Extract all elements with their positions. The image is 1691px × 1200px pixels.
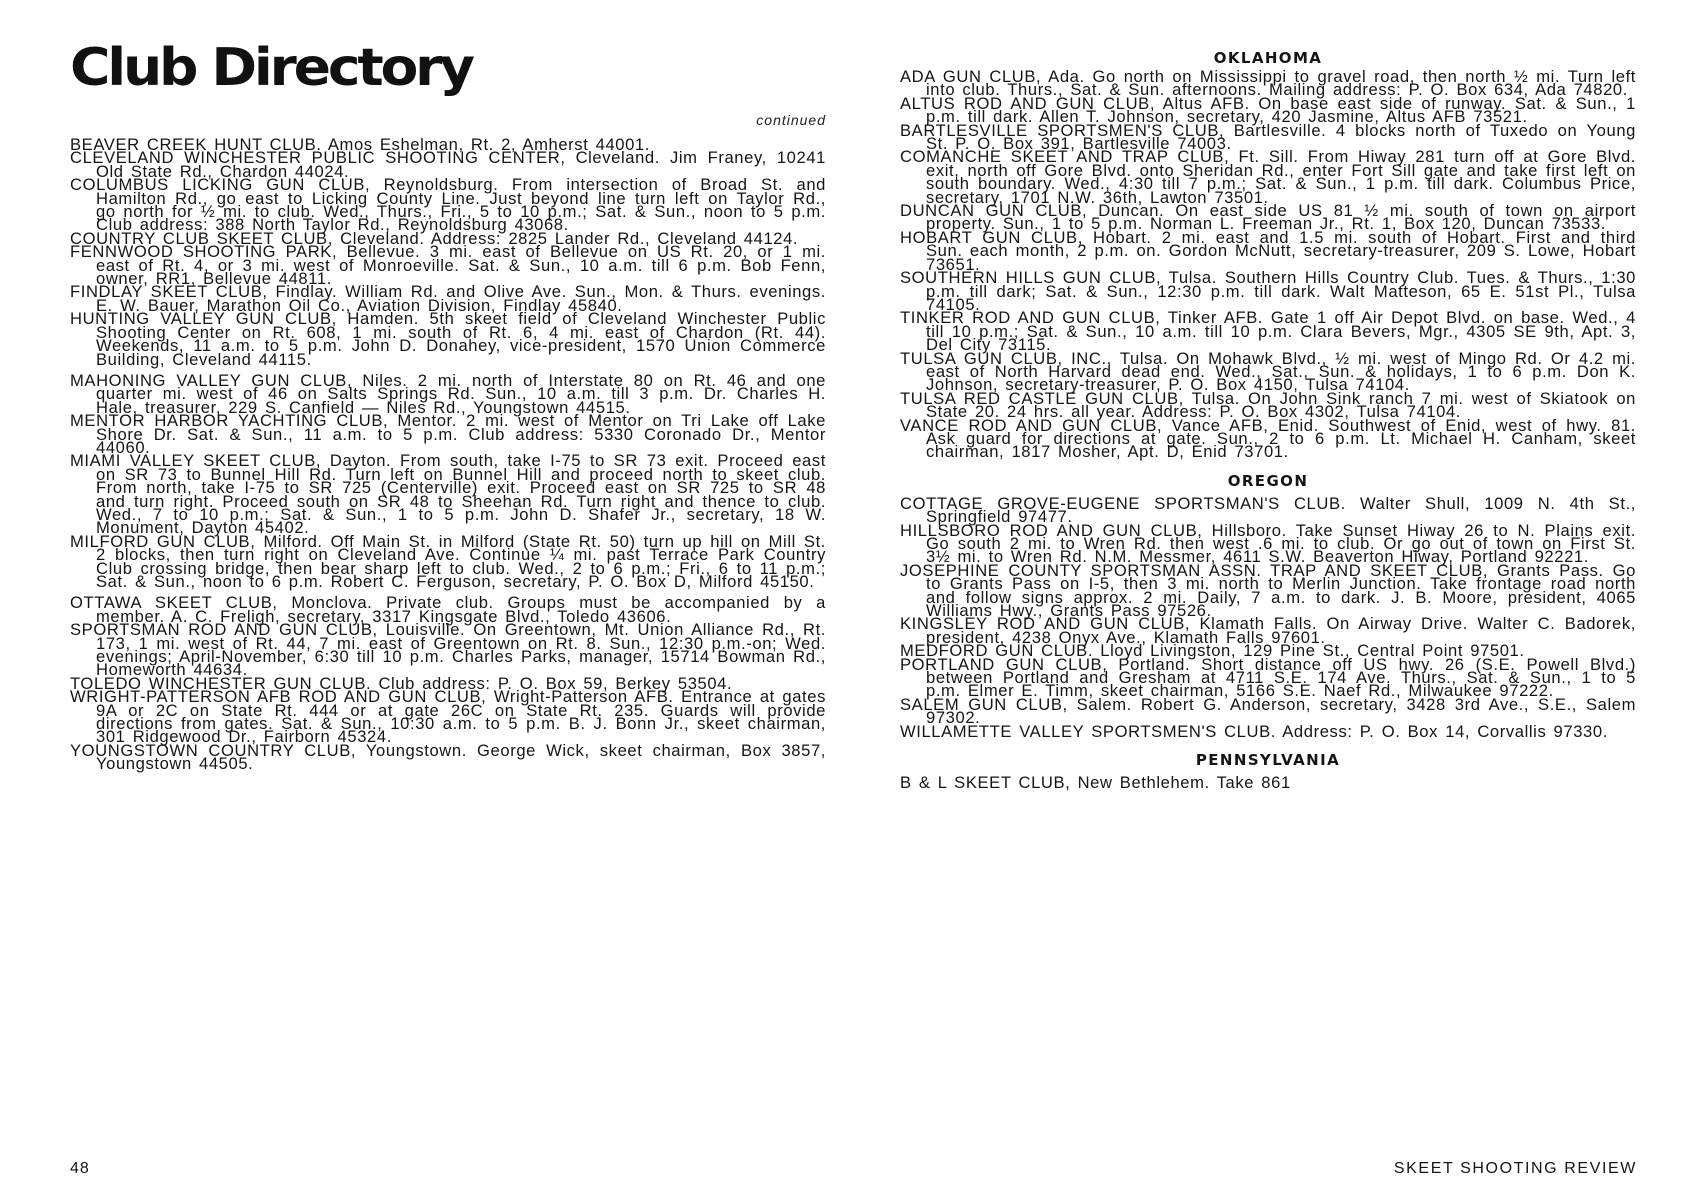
club-entry: MENTOR HARBOR YACHTING CLUB, Mentor. 2 mi. west of Mentor on Tri Lake off Lake Shore Dr. Sat. & Sun., 11 a.m. to 5 p.m. Club address: 5330 Coronado Dr., Mentor 44060. — [70, 411, 826, 457]
club-entry: MAHONING VALLEY GUN CLUB, Niles. 2 mi. north of Interstate 80 on Rt. 46 and one quarter mi. west of 46 on Salts Springs Rd. Sun., 10 a.m. till 3 p.m. Dr. Charles H. Hale, treasurer, 229 S. Canfield — Niles Rd., Youngstown 44515. — [70, 370, 826, 417]
page-title: Club Directory — [70, 38, 472, 98]
club-entry: COMANCHE SKEET AND TRAP CLUB, Ft. Sill. From Hiway 281 turn off at Gore Blvd. exit, north off Gore Blvd. onto Sheridan Rd., enter Fort Sill gate and take first left on south boundary. Wed., 4:30 till 7 p.m.; Sat. & Sun., 1 p.m. till dark. Columbus Price, secretary, 1701 N.W. 36th, Lawton 73501. — [900, 147, 1636, 207]
club-entry: COUNTRY CLUB SKEET CLUB, Cleveland. Address: 2825 Lander Rd., Cleveland 44124. — [70, 228, 799, 248]
club-entry: KINGSLEY ROD AND GUN CLUB, Klamath Falls. On Airway Drive. Walter C. Badorek, president, 4238 Onyx Ave., Klamath Falls 97601. — [900, 614, 1636, 647]
club-entry: JOSEPHINE COUNTY SPORTSMAN ASSN. TRAP AND SKEET CLUB, Grants Pass. Go to Grants Pass on I-5, then 3 mi. north to Merlin Junction. Take frontage road north and follow signs approx. 2 mi. Daily, 7 a.m. to dark. J. B. Moore, president, 4065 Williams Hwy., Grants Pass 97526. — [900, 560, 1636, 621]
state-heading-oklahoma: OKLAHOMA — [1213, 49, 1323, 67]
publication-name: SKEET SHOOTING REVIEW — [1393, 1160, 1637, 1177]
club-entry: OTTAWA SKEET CLUB, Monclova. Private club. Groups must be accompanied by a member. A. C. Freligh, secretary, 3317 Kingsgate Blvd., Toledo 43606. — [70, 593, 826, 626]
club-entry: BEAVER CREEK HUNT CLUB. Amos Eshelman, Rt. 2, Amherst 44001. — [70, 135, 650, 154]
club-entry: HILLSBORO ROD AND GUN CLUB, Hillsboro. Take Sunset Hiway 26 to N. Plains exit. Go south 2 mi. to Wren Rd. then west .6 mi. to club. Or go out of town on First St. 3½ mi. to Wren Rd. N.M. Messmer, 4611 S.W. Beaverton Hiway, Portland 92221. — [900, 520, 1636, 567]
club-entry: FENNWOOD SHOOTING PARK, Bellevue. 3 mi. east of Bellevue on US Rt. 20, or 1 mi. east of Rt. 4, or 3 mi. west of Monroeville. Sat. & Sun., 10 a.m. till 6 p.m. Bob Fenn, owner, RR1, Bellevue 44811. — [70, 242, 826, 289]
club-entry: ADA GUN CLUB, Ada. Go north on Mississippi to gravel road, then north ½ mi. Turn left into club. Thurs., Sat. & Sun. afternoons. Mailing address: P. O. Box 634, Ada 74820. — [900, 67, 1636, 100]
club-entry: VANCE ROD AND GUN CLUB, Vance AFB, Enid. Southwest of Enid, west of hwy. 81. Ask guard for directions at gate. Sun., 2 to 6 p.m. Lt. Michael H. Canham, skeet chairman, 1817 Mosher, Apt. D, Enid 73701. — [900, 415, 1636, 462]
club-entry: DUNCAN GUN CLUB, Duncan. On east side US 81 ½ mi. south of town on airport property. Sun., 1 to 5 p.m. Norman L. Freeman Jr., Rt. 1, Box 120, Duncan 73533. — [900, 201, 1636, 234]
club-entry: TINKER ROD AND GUN CLUB, Tinker AFB. Gate 1 off Air Depot Blvd. on base. Wed., 4 till 10 p.m.; Sat. & Sun., 10 a.m. till 10 p.m. Clara Bevers, Mgr., 4305 SE 9th, Apt. 3, Del City 73115. — [900, 308, 1636, 355]
page-number: 48 — [70, 1160, 90, 1177]
club-entry: FINDLAY SKEET CLUB, Findlay. William Rd. and Olive Ave. Sun., Mon. & Thurs. evenings. E. W. Bauer, Marathon Oil Co., Aviation Division, Findlay 45840. — [70, 282, 826, 315]
club-entry: COLUMBUS LICKING GUN CLUB, Reynoldsburg. From intersection of Broad St. and Hamilton Rd., go east to Licking County Line. Just beyond line turn left on Taylor Rd., go north for ½ mi. to club. Wed., Thurs., Fri., 5 to 10 p.m.; Sat. & Sun., noon to 5 p.m. Club address: 388 North Taylor Rd., Reynoldsburg 43068. — [70, 175, 826, 235]
club-entry: MEDFORD GUN CLUB. Lloyd Livingston, 129 Pine St., Central Point 97501. — [900, 641, 1525, 661]
club-entry: HOBART GUN CLUB, Hobart. 2 mi. east and 1.5 mi. south of Hobart. First and third Sun. each month, 2 p.m. on. Gordon McNutt, secretary-treasurer, 209 S. Lowe, Hobart 73651. — [900, 227, 1636, 274]
club-entry: YOUNGSTOWN COUNTRY CLUB, Youngstown. George Wick, skeet chairman, Box 3857, Youngstown 44505. — [70, 740, 826, 774]
club-entry: MILFORD GUN CLUB, Milford. Off Main St. in Milford (State Rt. 50) turn up hill on Mill St. 2 blocks, then turn right on Cleveland Ave. Continue ¼ mi. past Terrace Park Country Club crossing bridge, then bear sharp left to club. Wed., 2 to 6 p.m.; Fri., 6 to 11 p.m.; Sat. & Sun., noon to 6 p.m. Robert C. Ferguson, secretary, P. O. Box D, Milford 45150. — [70, 531, 826, 591]
club-entry: WRIGHT-PATTERSON AFB ROD AND GUN CLUB, Wright-Patterson AFB. Entrance at gates 9A or 2C on State Rt. 444 or at gate 26C on State Rt. 235. Guards will provide directions from gates. Sat. & Sun., 10:30 a.m. to 5 p.m. B. J. Bonn Jr., skeet chairman, 301 Ridgewood Dr., Fairborn 45324. — [70, 687, 826, 747]
club-entry: PORTLAND GUN CLUB, Portland. Short distance off US hwy. 26 (S.E. Powell Blvd.) between Portland and Gresham at 4711 S.E. 174 Ave. Thurs., Sat. & Sun., 1 to 5 p.m. Elmer E. Timm, skeet chairman, 5166 S.E. Naef Rd., Milwaukee 97222. — [900, 654, 1636, 701]
club-entry: SOUTHERN HILLS GUN CLUB, Tulsa. Southern Hills Country Club. Tues. & Thurs., 1:30 p.m. till dark; Sat. & Sun., 12:30 p.m. till dark. Walt Matteson, 65 E. 51st Pl., Tulsa 74105. — [900, 268, 1636, 314]
continued-label: continued — [756, 112, 826, 128]
state-heading-oregon: OREGON — [1227, 471, 1309, 490]
club-entry: TULSA RED CASTLE GUN CLUB, Tulsa. On John Sink ranch 7 mi. west of Skiatook on State 20. 24 hrs. all year. Address: P. O. Box 4302, Tulsa 74104. — [900, 388, 1636, 422]
club-entry: BARTLESVILLE SPORTSMEN'S CLUB, Bartlesville. 4 blocks north of Tuxedo on Young St. P. O. Box 391, Bartlesville 74003. — [900, 120, 1636, 154]
club-entry: B & L SKEET CLUB, New Bethlehem. Take 861 — [900, 773, 1291, 793]
club-entry: TOLEDO WINCHESTER GUN CLUB. Club address: P. O. Box 59, Berkey 53504. — [70, 673, 733, 693]
club-entry: TULSA GUN CLUB, INC., Tulsa. On Mohawk Blvd., ½ mi. west of Mingo Rd. Or 4.2 mi. east of North Harvard dead end. Wed., Sat., Sun. & holidays, 1 to 6 p.m. Don K. Johnson, secretary-treasurer, P. O. Box 4150, Tulsa 74104. — [900, 348, 1636, 395]
club-entry: HUNTING VALLEY GUN CLUB, Hamden. 5th skeet field of Cleveland Winchester Public Shooting Center on Rt. 608, 1 mi. south of Rt. 6, 4 mi. east of Chardon (Rt. 44). Weekends, 11 a.m. to 5 p.m. John D. Donahey, vice-president, 1570 Union Commerce Building, Cleveland 44115. — [70, 309, 826, 369]
club-entry: SPORTSMAN ROD AND GUN CLUB, Louisville. On Greentown, Mt. Union Alliance Rd., Rt. 173, 1 mi. west of Rt. 44, 7 mi. east of Greentown on Rt. 8. Sun., 12:30 p.m.-on; Wed. evenings; April-November, 6:30 till 10 p.m. Charles Parks, manager, 15714 Bowman Rd., Homeworth 44634. — [70, 620, 826, 680]
left-column — [70, 135, 826, 774]
right-column — [900, 49, 1636, 793]
club-entry: COTTAGE GROVE-EUGENE SPORTSMAN'S CLUB. Walter Shull, 1009 N. 4th St., Springfield 97477. — [900, 493, 1636, 527]
club-entry: WILLAMETTE VALLEY SPORTSMEN'S CLUB. Address: P. O. Box 14, Corvallis 97330. — [900, 721, 1608, 741]
club-entry: MIAMI VALLEY SKEET CLUB, Dayton. From south, take I-75 to SR 73 exit. Proceed east on SR 73 to Bunnel Hill Rd. Turn left on Bunnel Hill and proceed north to skeet club. From north, take I-75 to SR 725 (Centerville) exit. Proceed east on SR 725 to SR 48 and turn right. Proceed south on SR 48 to Sheehan Rd. Turn right and thence to club. Wed., 7 to 10 p.m.; Sat. & Sun., 1 to 5 p.m. John D. Shafer Jr., secretary, 18 W. Monument, Dayton 45402. — [70, 451, 826, 538]
club-entry: ALTUS ROD AND GUN CLUB, Altus AFB. On base east side of runway. Sat. & Sun., 1 p.m. till dark. Allen T. Johnson, secretary, 420 Jasmine, Altus AFB 73521. — [900, 93, 1636, 127]
club-entry: CLEVELAND WINCHESTER PUBLIC SHOOTING CENTER, Cleveland. Jim Franey, 10241 Old State Rd., Chardon 44024. — [70, 148, 826, 181]
state-heading-pennsylvania: PENNSYLVANIA — [1195, 751, 1341, 770]
club-entry: SALEM GUN CLUB, Salem. Robert G. Anderson, secretary, 3428 3rd Ave., S.E., Salem 97302. — [900, 694, 1636, 728]
